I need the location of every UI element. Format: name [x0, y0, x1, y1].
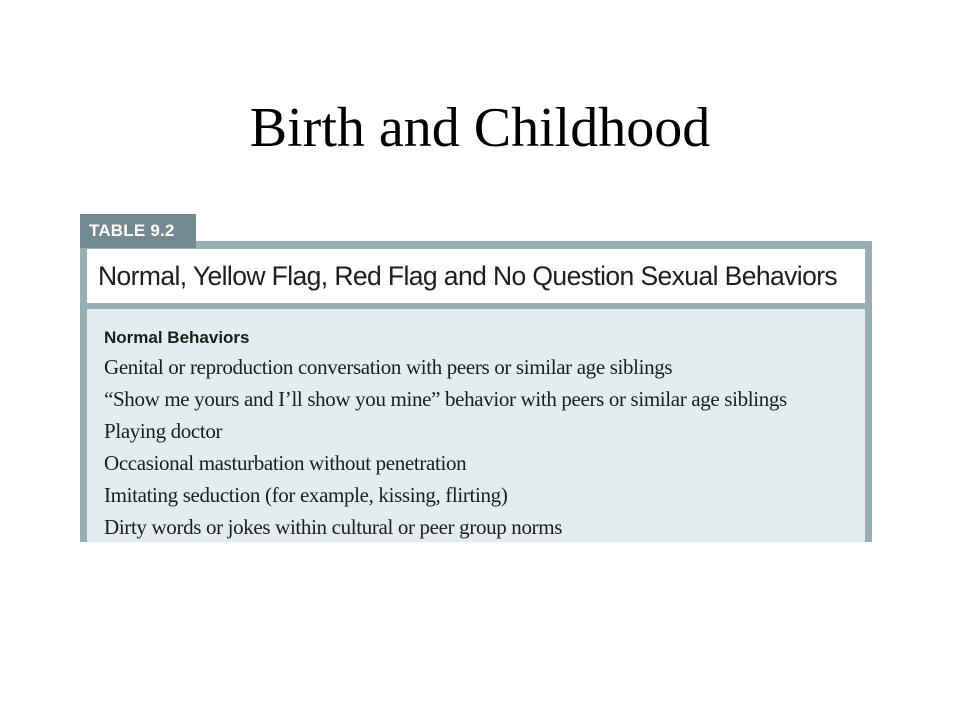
table-frame — [80, 241, 872, 542]
list-item: Imitating seduction (for example, kissing, flirting) — [104, 483, 508, 507]
behavior-list — [104, 351, 865, 543]
table-heading: Normal, Yellow Flag, Red Flag and No Question Sexual Behaviors — [87, 249, 865, 303]
table-body — [87, 309, 865, 542]
table-figure — [80, 214, 872, 542]
list-item: Dirty words or jokes within cultural or peer group norms — [104, 515, 563, 539]
section-heading: Normal Behaviors — [104, 328, 250, 347]
slide-title: Birth and Childhood — [249, 97, 711, 159]
list-item: “Show me yours and I’ll show you mine” behavior with peers or similar age siblings — [104, 387, 787, 411]
table-label-tab: TABLE 9.2 — [80, 214, 196, 248]
list-item: Genital or reproduction conversation with peers or similar age siblings — [104, 355, 673, 379]
list-item: Occasional masturbation without penetration — [104, 451, 467, 475]
list-item: Playing doctor — [104, 419, 223, 443]
